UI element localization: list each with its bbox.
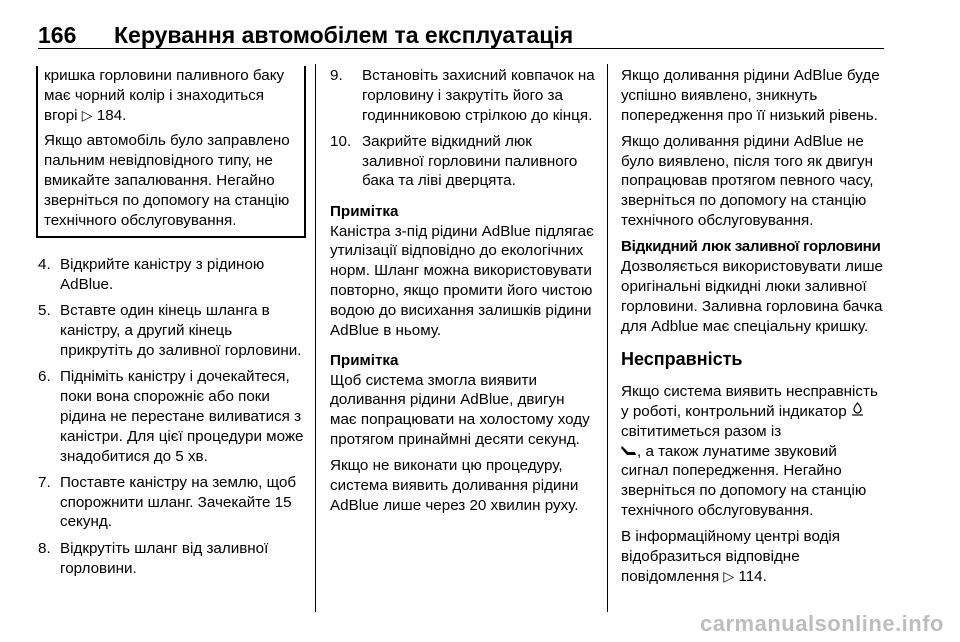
list-item	[330, 66, 595, 125]
step-number: 5.	[38, 302, 51, 320]
subsection-heading: Відкидний люк заливної горловини	[621, 238, 881, 256]
steps-list	[38, 255, 306, 578]
list-item	[38, 255, 306, 295]
paragraph-text: Якщо система виявить несправність у роботі, контрольний індикатор	[621, 383, 878, 420]
note-heading: Примітка	[330, 202, 399, 220]
paragraph: Дозволяється використовувати лише оригінальні відкидні люки заливної горловини. Заливна горловина бачка для Adblue має спеціальну кришку.	[621, 258, 883, 335]
watermark: carmanualsonline.info	[700, 611, 944, 636]
list-item	[38, 473, 306, 532]
adblue-warning-icon	[851, 402, 864, 422]
note-text: Щоб система змогла виявити доливання рідини AdBlue, двигун має попрацювати на холостому ходу протягом принаймні десяти секунд.	[330, 371, 590, 449]
column-1	[38, 66, 306, 585]
section-heading: Несправність	[621, 349, 743, 370]
step-text: Відкрийте каністру з рідиною AdBlue.	[60, 256, 265, 294]
step-number: 10.	[330, 132, 352, 150]
list-item	[38, 367, 306, 466]
step-text: Поставте каністру на землю, щоб спорожнити шланг. Зачекайте 15 секунд.	[60, 473, 297, 531]
list-item	[38, 539, 306, 579]
header-rule	[38, 48, 884, 49]
reference-arrow-icon: ▷	[81, 106, 93, 123]
paragraph	[621, 527, 886, 586]
box-text: кришка горловини паливного баку має чорний колір і знаходиться вгорі	[44, 67, 285, 124]
step-number: 6.	[38, 368, 51, 386]
note-heading: Примітка	[330, 351, 399, 369]
column-divider	[315, 64, 316, 612]
step-text: Підніміть каністру і дочекайтеся, поки вона спорожніє або поки рідина не перестане виливатися з каністри. Для цієї процедури може знадобитися до 5 хв.	[60, 368, 304, 465]
paragraph: Якщо доливання рідини AdBlue буде успішно виявлено, зникнуть попередження про її низький рівень.	[621, 67, 880, 124]
list-item	[330, 132, 595, 191]
reference-arrow-icon: ▷	[723, 567, 735, 584]
paragraph-text: В інформаційному центрі водія відобразиться відповідне повідомлення	[621, 528, 841, 585]
paragraph: Якщо доливання рідини AdBlue не було виявлено, після того як двигун попрацював протягом певного часу, зверніться по допомогу на станцію технічного обслуговування.	[621, 132, 874, 230]
step-number: 4.	[38, 256, 51, 274]
paragraph	[621, 382, 886, 521]
paragraph-text: , а також лунатиме звуковий сигнал попередження. Негайно зверніться по допомогу на станцію технічного обслуговування.	[621, 442, 867, 519]
box-paragraph: Якщо автомобіль було заправлено пальним невідповідного типу, не вмикайте запалювання. Негайно зверніться по допомогу на станцію технічного обслуговування.	[44, 132, 290, 229]
step-number: 8.	[38, 539, 51, 557]
list-item	[38, 301, 306, 360]
column-divider	[607, 64, 608, 612]
step-text: Відкрутіть шланг від заливної горловини.	[60, 539, 269, 577]
page-number: 166	[38, 22, 77, 48]
step-number: 9.	[330, 67, 343, 84]
step-text: Вставте один кінець шланга в каністру, а другий кінець прикрутіть до заливної горловини.	[60, 302, 302, 360]
step-text: Закрийте відкидний люк заливної горловини паливного бака та ліві дверцята.	[362, 132, 578, 190]
paragraph: Якщо не виконати цю процедуру, система виявить доливання рідини AdBlue лише через 20 хвилин руху.	[330, 457, 579, 514]
page-title: Керування автомобілем та експлуатація	[114, 22, 574, 48]
step-text: Встановіть захисний ковпачок на горловину і закрутіть його за годинниковою стрілкою до кінця.	[362, 67, 595, 124]
step-number: 7.	[38, 473, 51, 491]
column-2	[330, 66, 595, 522]
steps-list	[330, 66, 595, 191]
warning-box	[36, 66, 306, 238]
paragraph-text: світитиметься разом із	[621, 422, 782, 440]
column-3	[621, 66, 886, 593]
page-header	[38, 22, 573, 49]
box-paragraph	[44, 66, 300, 125]
note-text: Каністра з-під рідини AdBlue підлягає утилізації відповідно до екологічних норм. Шланг можна використовувати повторно, якщо промити його чистою водою до висихання залишків рідини AdBlue в ньому.	[330, 222, 594, 339]
page-reference[interactable]: 184.	[96, 106, 127, 124]
service-wrench-icon	[621, 442, 637, 462]
page-reference[interactable]: 114.	[738, 567, 767, 585]
